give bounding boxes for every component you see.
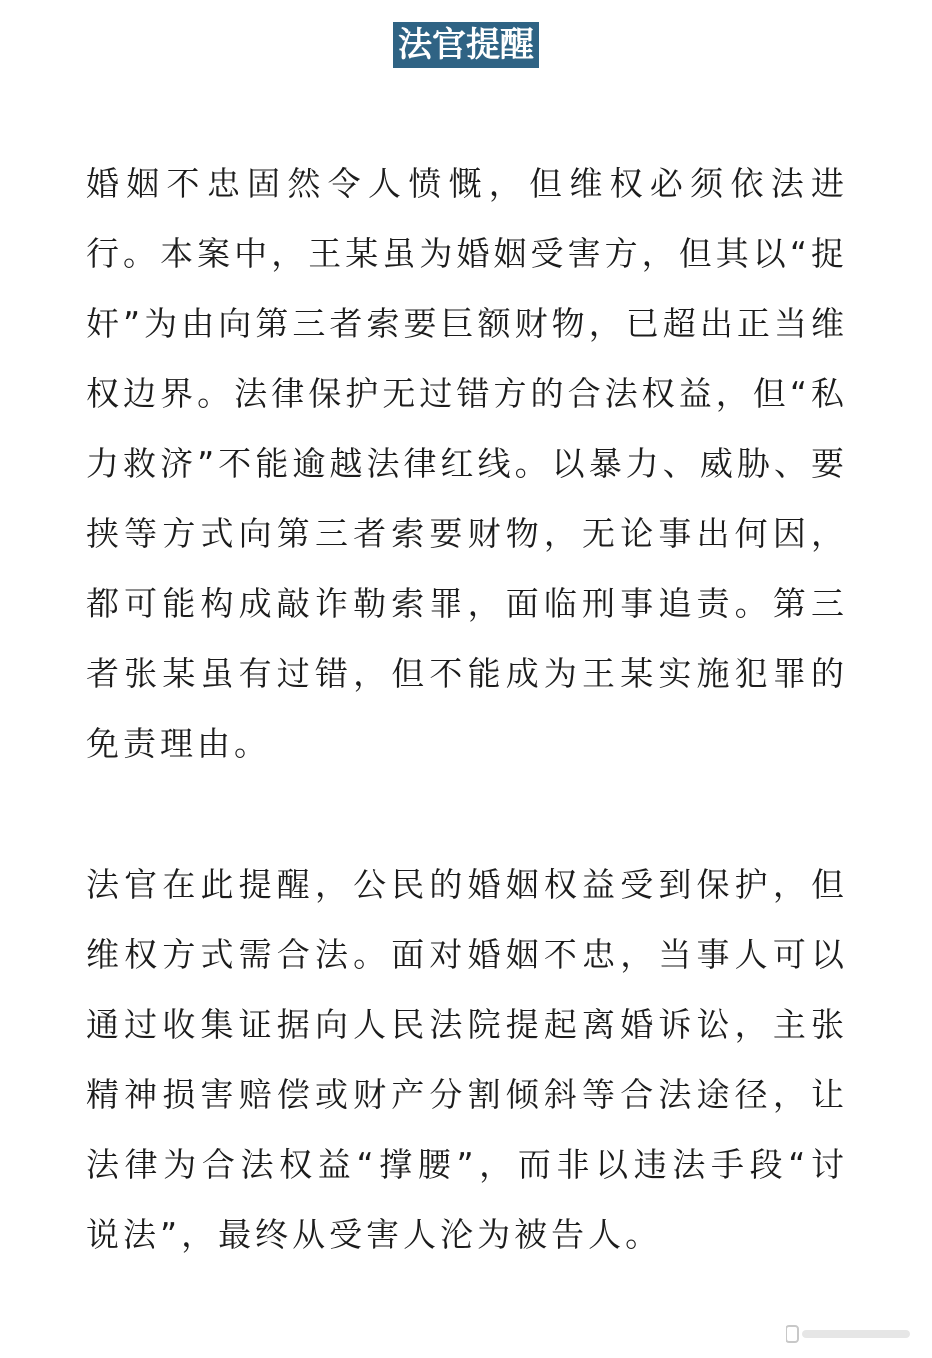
- watermark-logo: [786, 1320, 914, 1346]
- page-title: 法官提醒: [393, 22, 539, 68]
- title-container: [0, 22, 932, 68]
- paragraph-2: 法官在此提醒，公民的婚姻权益受到保护，但维权方式需合法。面对婚姻不忠，当事人可以通过收集证据向人民法院提起离婚诉讼，主张精神损害赔偿或财产分割倾斜等合法途径，让法律为合法权益“撑腰”，而非以违法手段“讨说法”，最终从受害人沦为被告人。: [86, 865, 848, 1254]
- paragraph-1: 婚姻不忠固然令人愤慨，但维权必须依法进行。本案中，王某虽为婚姻受害方，但其以“捉奸”为由向第三者索要巨额财物，已超出正当维权边界。法律保护无过错方的合法权益，但“私力救济”不能逾越法律红线。以暴力、威胁、要挟等方式向第三者索要财物，无论事出何因，都可能构成敲诈勒索罪，面临刑事追责。第三者张某虽有过错，但不能成为王某实施犯罪的免责理由。: [86, 164, 848, 763]
